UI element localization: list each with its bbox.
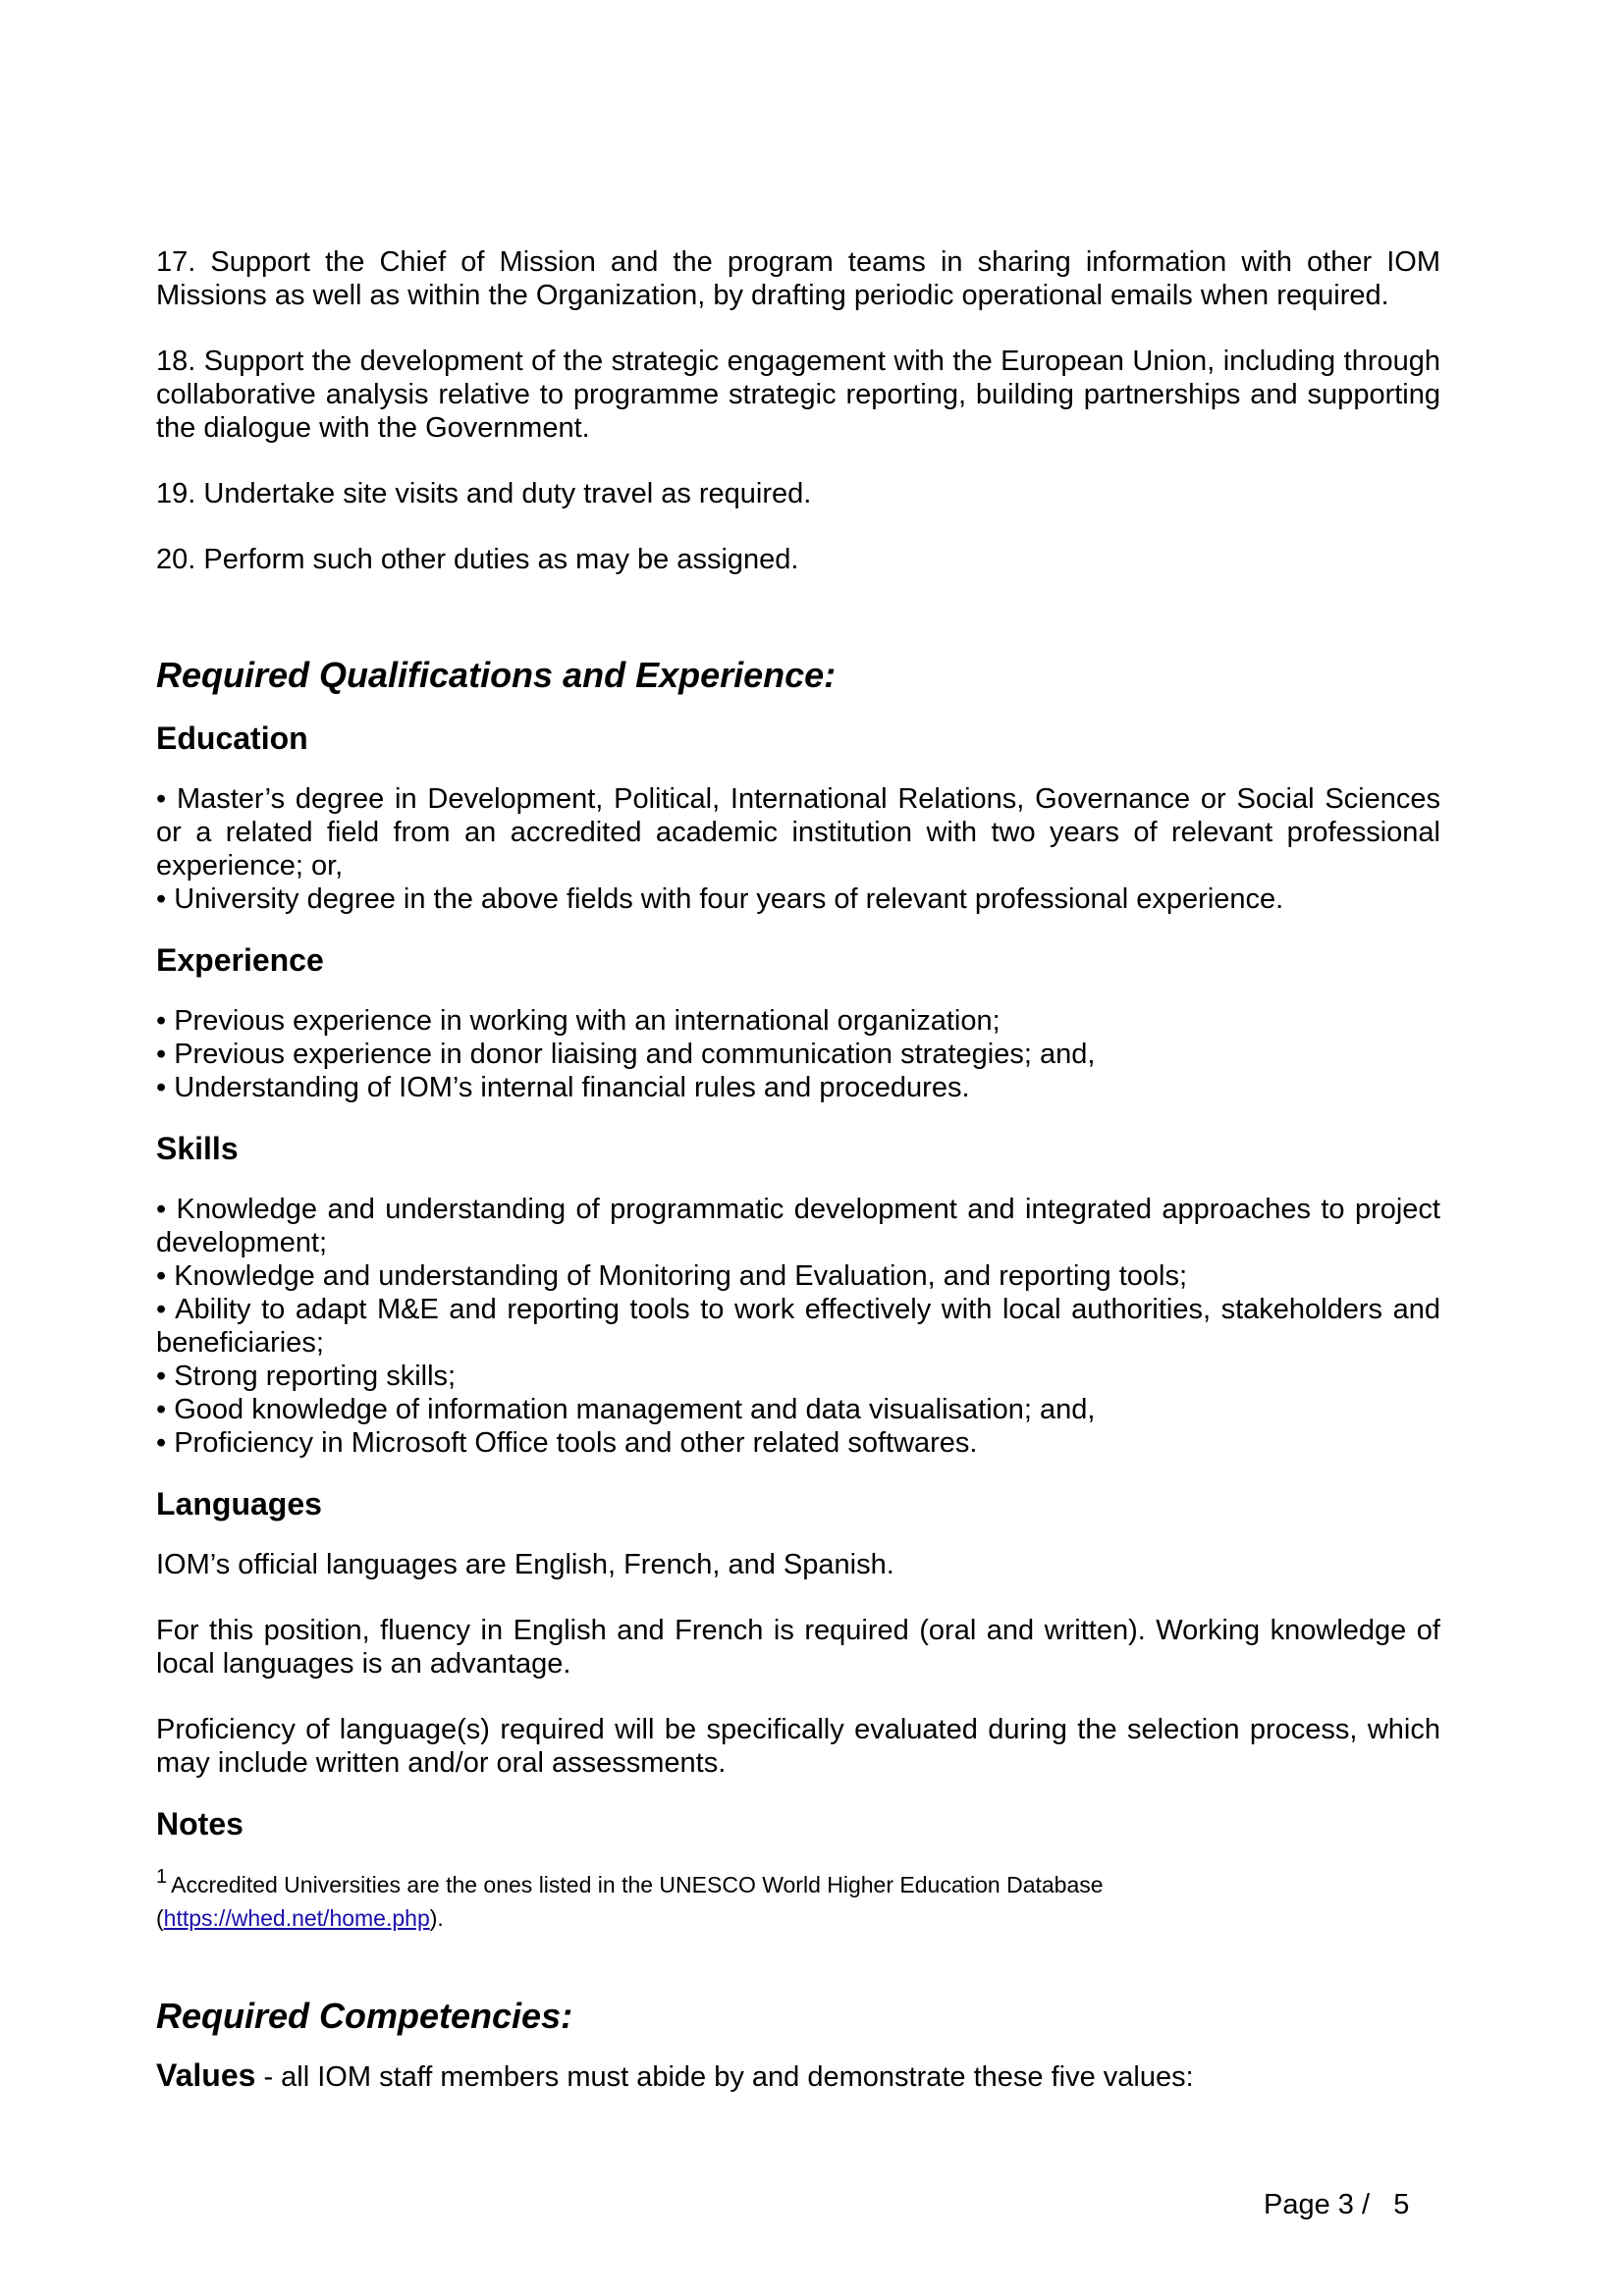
duty-20: 20. Perform such other duties as may be assigned. [156, 544, 799, 575]
languages-heading: Languages [156, 1486, 322, 1522]
page-footer [1264, 2188, 1409, 2221]
notes-heading: Notes [156, 1806, 243, 1842]
whed-link[interactable]: https://whed.net/home.php [163, 1905, 430, 1931]
skills-item: • Proficiency in Microsoft Office tools and other related softwares. [156, 1427, 978, 1459]
experience-list [156, 1004, 1440, 1104]
experience-item: • Understanding of IOM’s internal financial rules and procedures. [156, 1072, 970, 1103]
footnote-mark: 1 [156, 1866, 168, 1888]
skills-heading: Skills [156, 1131, 239, 1166]
qualifications-title: Required Qualifications and Experience: [156, 655, 837, 695]
values-text: - all IOM staff members must abide by and demonstrate these five values: [255, 2061, 1194, 2093]
link-close-paren: ). [429, 1905, 444, 1931]
education-list [156, 782, 1440, 916]
page-label: Page 3 / [1264, 2189, 1371, 2220]
skills-item: • Strong reporting skills; [156, 1361, 457, 1392]
skills-item: • Knowledge and understanding of programmatic development and integrated approaches to project development; [156, 1194, 1440, 1258]
languages-paragraph: IOM’s official languages are English, French, and Spanish. [156, 1549, 894, 1580]
link-open-paren: ( [156, 1905, 164, 1931]
experience-item: • Previous experience in donor liaising and communication strategies; and, [156, 1039, 1096, 1070]
languages-paragraph: For this position, fluency in English and French is required (oral and written). Working knowledge of local languages is an advantage. [156, 1615, 1440, 1680]
page-content [156, 245, 1440, 2094]
education-item: • University degree in the above fields with four years of relevant professional experience. [156, 883, 1284, 915]
footnote-text: Accredited Universities are the ones listed in the UNESCO World Higher Education Database [171, 1872, 1104, 1897]
skills-item: • Knowledge and understanding of Monitoring and Evaluation, and reporting tools; [156, 1260, 1188, 1292]
footnote [156, 1860, 1440, 1901]
skills-item: • Good knowledge of information management and data visualisation; and, [156, 1394, 1096, 1425]
values-line [156, 2058, 1440, 2094]
duty-19: 19. Undertake site visits and duty travel as required. [156, 478, 812, 509]
languages-paragraph: Proficiency of language(s) required will be specifically evaluated during the selection process, which may include written and/or oral assessments. [156, 1714, 1440, 1779]
values-label: Values [156, 2057, 256, 2093]
duty-18: 18. Support the development of the strategic engagement with the European Union, including through collaborative analysis relative to programme strategic reporting, building partnerships and supporting the dialogue with the Government. [156, 346, 1440, 444]
education-heading: Education [156, 721, 308, 756]
skills-list [156, 1193, 1440, 1460]
education-item: • Master’s degree in Development, Political, International Relations, Governance or Social Sciences or a related field from an accredited academic institution with two years of relevant professional experience; or, [156, 783, 1440, 881]
experience-heading: Experience [156, 942, 324, 978]
duty-17: 17. Support the Chief of Mission and the program teams in sharing information with other IOM Missions as well as within the Organization, by drafting periodic operational emails when required. [156, 246, 1440, 311]
footnote-link-line [156, 1901, 1440, 1935]
page-total: 5 [1393, 2189, 1410, 2220]
skills-item: • Ability to adapt M&E and reporting tools to work effectively with local authorities, stakeholders and beneficiaries; [156, 1294, 1440, 1359]
competencies-title: Required Competencies: [156, 1996, 573, 2036]
experience-item: • Previous experience in working with an international organization; [156, 1005, 1001, 1037]
